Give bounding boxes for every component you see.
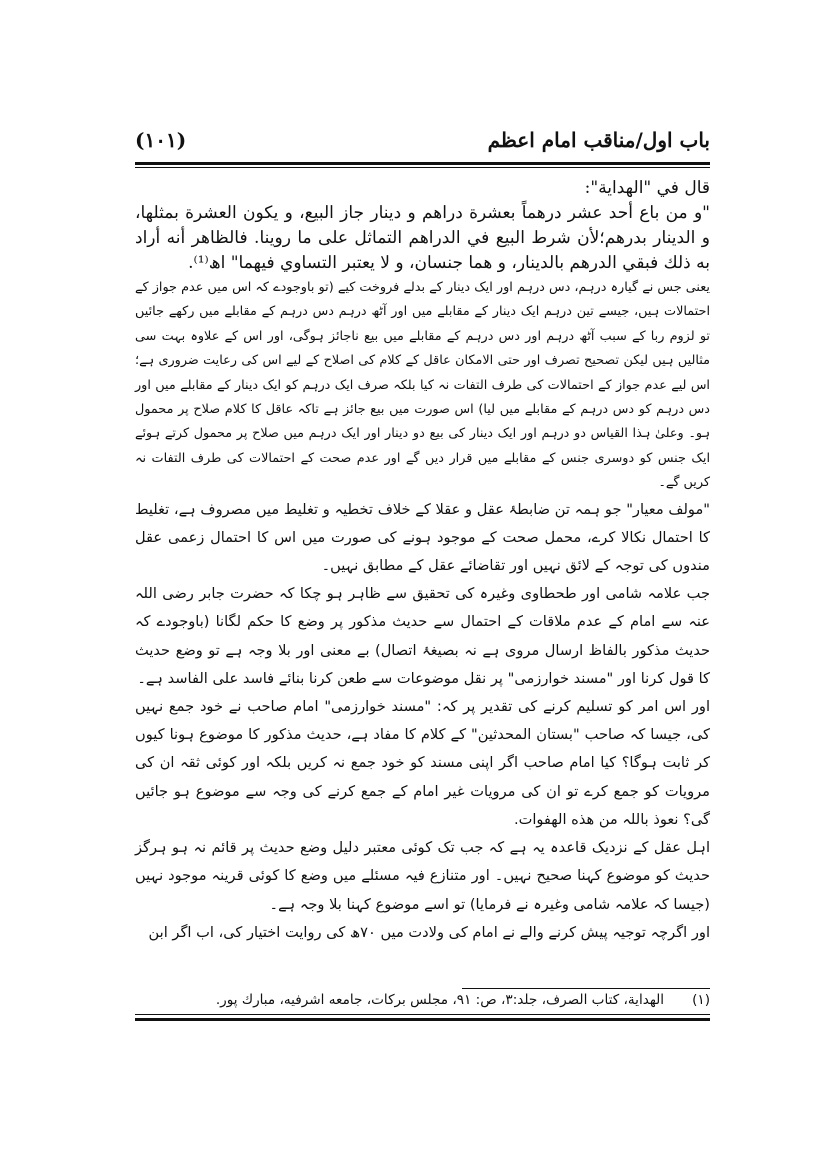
paragraph-explanation: یعنی جس نے گیارہ درہم، دس درہم اور ایک دینار کے بدلے فروخت کیے (تو باوجودے کہ اس میں عدم جواز کے احتمالات ہیں، جیسے تین درہم ایک دینار کے مقابلے میں اور آٹھ درہم دس درہم کے مقابلے میں رکھے جائیں تو لزوم ربا کے سبب آٹھ درہم اور دس درہم کے مقابلے میں بیع ناجائز ہوگی، اور اس کے علاوہ بہت سی مثالیں ہیں لیکن تصحیح تصرف اور حتی الامکان عاقل کے کلام کی اصلاح کے لیے اس کی رعایت ضروری ہے؛ اس لیے عدم جواز کے احتمالات کی طرف التفات نہ کیا بلکہ صرف ایک درہم کو ایک دینار کے مقابلے میں اور دس درہم کو دس درہم کے مقابلے میں لیا) اس صورت میں بیع جائز ہے تاکہ عاقل کا کلام صلاح پر محمول ہو۔ وعلیٰ ہذا القیاس دو درہم اور ایک دینار کی بیع دو دینار اور ایک درہم میں صلاح پر محمول کرتے ہوئے ایک جنس کو دوسری جنس کے مقابلے میں قرار دیں گے اور عدم صحت کے احتمالات کی طرف التفات نہ کریں گے۔ (135, 280, 710, 491)
footnote-text: الهداية، كتاب الصرف، جلد:۳، ص: ۹۱، مجلس بركات، جامعه اشرفيه، مبارك پور. (215, 992, 665, 1008)
paragraph-ahl-aql: اہل عقل کے نزدیک قاعدہ یہ ہے کہ جب تک کوئی معتبر دلیل وضع حدیث پر قائم نہ ہو ہرگز حدیث کو موضوع کہنا صحیح نہیں۔ اور متنازع فیہ مسئلے میں وضع کا کوئی قرینہ موجود نہیں (جیسا کہ علامہ شامی وغیرہ نے فرمایا) تو اسے موضوع کہنا بلا وجہ ہے۔ (135, 839, 710, 913)
main-text (135, 176, 710, 947)
header-rule-thick (135, 162, 710, 165)
header-rule-thin (135, 167, 710, 168)
running-header (135, 126, 710, 162)
footnote-number: (۱) (692, 992, 710, 1008)
page-number: (۱۰۱) (135, 128, 187, 152)
paragraph-wiladat: اور اگرچہ توجیہ پیش کرنے والے نے امام کی ولادت میں ۷۰ھ کی روایت اختیار کی، اب اگر ابن (148, 923, 710, 941)
paragraph-allama-shami: جب علامہ شامی اور طحطاوی وغیرہ کی تحقیق سے ظاہر ہو چکا کہ حضرت جابر رضی اللہ عنہ سے امام کے عدم ملاقات کے احتمال سے حدیث مذکور پر وضع کا حکم لگانا (باوجودے کہ حدیث مذکور بالفاظ ارسال مروی ہے نہ بصیغۂ اتصال) بے معنی اور بلا وجہ ہے تو وضع حدیث کا قول کرنا اور "مسند خوارزمی" پر نقل موضوعات سے طعن کرنا بنائے فاسد علی الفاسد ہے۔ (135, 585, 710, 687)
chapter-title: باب اول/مناقب امام اعظم (487, 128, 710, 152)
footer-rule-thin (135, 1014, 710, 1015)
paragraph-musnad-khwarizmi: اور اس امر کو تسلیم کرنے کی تقدیر پر کہ: "مسند خوارزمی" امام صاحب نے خود جمع نہیں کی، جیسا کہ صاحب "بستان المحدثین" کے کلام کا مفاد ہے، حدیث مذکور کا موضوع ہونا کیوں کر ثابت ہوگا؟ کیا امام صاحب اگر اپنی مسند کو خود جمع نہ کریں بلکہ اور کوئی ثقہ ان کی مرویات کو جمع کرے تو ان کی مرویات غیر امام کے جمع کرنے کی وجہ سے موضوع ہو جائیں گی؟ نعوذ باللہ من هذه الهفوات. (135, 698, 710, 828)
footer-rule-thick (135, 1018, 710, 1021)
paragraph-hidaya-quote: "و من باع أحد عشر درهماً بعشرة دراهم و دينار جاز البيع، و يكون العشرة بمثلها، و الدينار بدرهم؛لأن شرط البيع في الدراهم التماثل على ما روينا. فالظاهر أنه أراد به ذلك فبقي الدرهم بالدينار، و هما جنسان، و لا يعتبر التساوي فيهما" اھ⁽¹⁾. (135, 203, 710, 273)
paragraph-hidaya-intro: قال في "الهداية": (584, 178, 710, 198)
footnote-rule (462, 988, 710, 989)
footnote (135, 990, 710, 1010)
paragraph-muallif-miyar: "مولف معیار" جو ہمہ تن ضابطۂ عقل و عقلا کے خلاف تخطیہ و تغلیط میں مصروف ہے، تغلیط کا احتمال نکالا کرے، محمل صحت کے موجود ہونے کی صورت میں اس کا احتمال زعمی عقل مندوں کی توجہ کے لائق نہیں اور تقاضائے عقل کے مطابق نہیں۔ (135, 500, 710, 575)
